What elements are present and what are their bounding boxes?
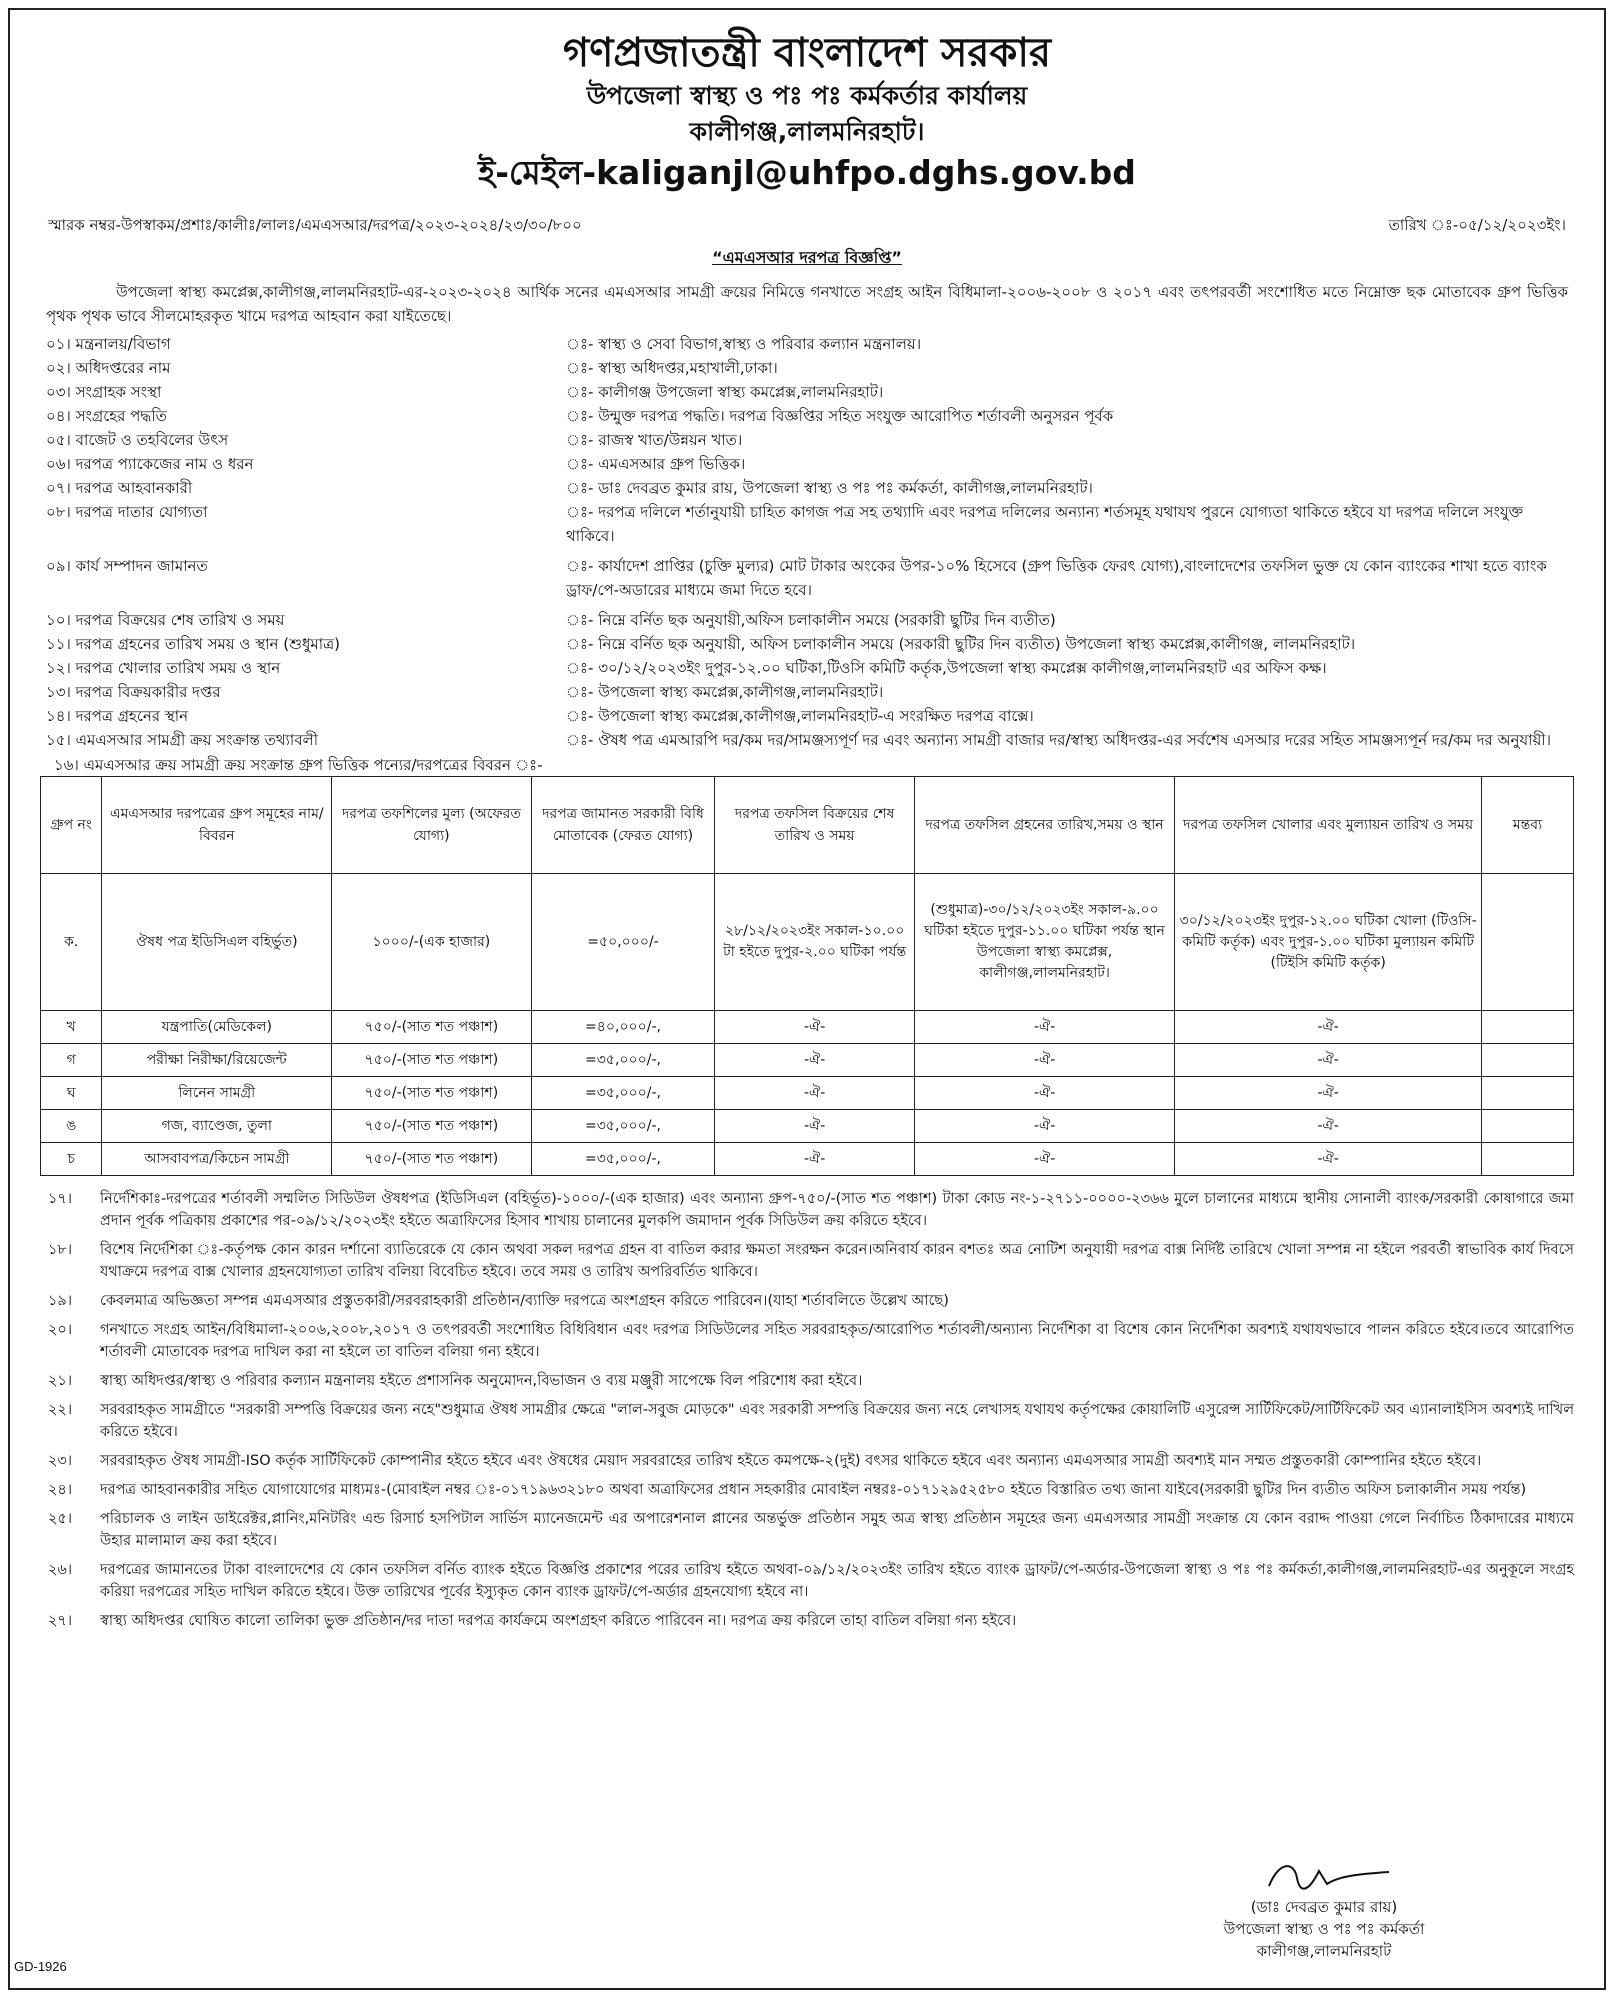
table-row: [41, 1011, 1574, 1044]
cell-price: ৭৫০/-(সাত শত পঞ্চাশ): [332, 1110, 531, 1143]
cell-group-no: চ: [41, 1143, 102, 1176]
cell-remark: [1481, 1143, 1573, 1176]
cell-price: ৭৫০/-(সাত শত পঞ্চাশ): [332, 1077, 531, 1110]
spec-label: ১৩। দরপত্র বিক্রয়কারীর দপ্তর: [46, 683, 221, 701]
note-number: ২২।: [48, 1402, 73, 1418]
spec-value: ঃ- নিম্নে বর্নিত ছক অনুযায়ী, অফিস চলাকালীন সময়ে (সরকারী ছুটির দিন ব্যতীত) উপজেলা স্বাস্থ্য কমপ্লেক্স,কালীগঞ্জ, লালমনিরহাট।: [566, 635, 1356, 653]
header-security-deposit: দরপত্র জামানত সরকারী বিধি মোতাবেক (ফেরত যোগ্য): [531, 777, 715, 874]
spec-label: ১৫। এমএসআর সামগ্রী ক্রয় সংক্রান্ত তথ্যাবলী: [46, 731, 319, 749]
cell-receive: (শুধুমাত্র)-৩০/১২/২০২৩ইং সকাল-৯.০০ ঘটিকা হইতে দুপুর-১১.০০ ঘটিকা পর্যন্ত স্থান উপজেলা স্বাস্থ্য কমপ্লেক্স, কালীগঞ্জ,লালমনিরহাট।: [914, 874, 1175, 1011]
cell-group-name: যন্ত্রপাতি(মেডিকেল): [102, 1011, 332, 1044]
spec-value: ঃ- ৩০/১২/২০২৩ইং দুপুর-১২.০০ ঘটিকা,টিওসি কমিটি কর্তৃক,উপজেলা স্বাস্থ্য কমপ্লেক্স কালীগঞ্জ,লালমনিরহাট এর অফিস কক্ষ।: [566, 659, 1327, 677]
note-number: ২৭।: [48, 1613, 73, 1629]
table-row: [41, 1044, 1574, 1077]
cell-group-name: লিনেন সামগ্রী: [102, 1077, 332, 1110]
office-email: ই-মেইল-kaliganjl@uhfpo.dghs.gov.bd: [478, 153, 1136, 192]
spec-row: [40, 500, 1574, 548]
cell-deposit: =৪০,০০০/-,: [531, 1011, 715, 1044]
signature-block: [1164, 1856, 1484, 1962]
signatory-name: (ডাঃ দেবব্রত কুমার রায়): [1250, 1898, 1398, 1916]
note-number: ২৪।: [48, 1482, 73, 1498]
group-table: [40, 776, 1574, 1176]
cell-price: ১০০০/-(এক হাজার): [332, 874, 531, 1011]
spec-value: ঃ- নিম্নে বর্নিত ছক অনুযায়ী,অফিস চলাকালীন সময়ে (সরকারী ছুটির দিন ব্যতীত): [566, 611, 1056, 629]
cell-price: ৭৫০/-(সাত শত পঞ্চাশ): [332, 1143, 531, 1176]
cell-price: ৭৫০/-(সাত শত পঞ্চাশ): [332, 1011, 531, 1044]
cell-deposit: =৫০,০০০/-: [531, 874, 715, 1011]
instruction-notes: [40, 1188, 1574, 1632]
note-number: ১৭।: [48, 1191, 73, 1207]
header-receive-schedule: দরপত্র তফসিল গ্রহনের তারিখ,সময় ও স্থান: [914, 777, 1175, 874]
note-text: দরপত্র আহবানকারীর সহিত যোগাযোগের মাধ্যমঃ-(মোবাইল নম্বর ঃ-০১৭১৯৬৩২১৮০ অথবা অত্রাফিসের প্রধান সহকারীর মোবাইল নম্বরঃ-০১৭১২৯৫২৫৮০ হইতে বিস্তারিত তথ্য জানা যাইবে(সরকারী ছুটির দিন ব্যতীত অফিস চলাকালীন সময় পর্যন্ত): [100, 1482, 1527, 1498]
spec-row: [40, 332, 1574, 356]
note-number: ২১।: [48, 1373, 73, 1389]
cell-price: ৭৫০/-(সাত শত পঞ্চাশ): [332, 1044, 531, 1077]
spec-label: ০৫। বাজেট ও তহবিলের উৎস: [46, 431, 229, 449]
cell-remark: [1481, 1077, 1573, 1110]
spec-label: ০৬। দরপত্র প্যাকেজের নাম ও ধরন: [46, 455, 254, 473]
notice-title: “এমএসআর দরপত্র বিজ্ঞপ্তি”: [712, 248, 902, 267]
cell-deposit: =৩৫,০০০/-,: [531, 1110, 715, 1143]
spec-value: ঃ- উন্মুক্ত দরপত্র পদ্ধতি। দরপত্র বিজ্ঞপ্তির সহিত সংযুক্ত আরোপিত শর্তাবলী অনুসরন পূর্বক: [566, 407, 1114, 425]
spec-row: [40, 476, 1574, 500]
cell-receive: -ঐ-: [914, 1044, 1175, 1077]
cell-deposit: =৩৫,০০০/-,: [531, 1077, 715, 1110]
note-text: সরবরাহকৃত ঔষধ সামগ্রী-ISO কর্তৃক সার্টিফিকেট কোম্পানীর হইতে হইবে এবং ঔষধের মেয়াদ সরবরাহের তারিখ হইতে কমপক্ষে-২(দুই) বৎসর থাকিতে হইবে এবং অন্যান্য এমএসআর সামগ্রী অবশ্যই মান সম্মত প্রস্তুতকারী কোম্পানির হইতে হইবে।: [100, 1453, 1482, 1469]
header-remarks: মন্তব্য: [1481, 777, 1573, 874]
note-number: ১৮।: [48, 1242, 73, 1258]
table-header-row: [41, 777, 1574, 874]
cell-open: -ঐ-: [1175, 1143, 1482, 1176]
spec-row: [40, 356, 1574, 380]
spec-value: ঃ- স্বাস্থ্য অধিদপ্তর,মহাখালী,ঢাকা।: [566, 359, 778, 377]
cell-receive: -ঐ-: [914, 1011, 1175, 1044]
spec-label: ০৩। সংগ্রাহক সংস্থা: [46, 383, 162, 401]
cell-remark: [1481, 1044, 1573, 1077]
spec-row: [40, 680, 1574, 704]
notice-page: [8, 8, 1606, 1990]
note-item: [40, 1370, 1574, 1392]
note-number: ২০।: [48, 1322, 73, 1338]
cell-receive: -ঐ-: [914, 1077, 1175, 1110]
note-item: [40, 1399, 1574, 1443]
note-text: সরবরাহকৃত সামগ্রীতে "সরকারী সম্পত্তি বিক্রয়ের জন্য নহে"শুধুমাত্র ঔষধ সামগ্রীর ক্ষেত্রে "লাল-সবুজ মোড়কে" এবং সরকারী সম্পত্তি বিক্রয়ের জন্য নহে লেখাসহ যথাযথ কর্তৃপক্ষের কোয়ালিটি এসুরেন্স সার্টিফিকেট/সার্টিফিকেট অব এ্যানালাইসিস অবশ্যই দাখিল করিতে হইবে।: [100, 1402, 1574, 1440]
note-item: [40, 1450, 1574, 1472]
footer-code: GD-1926: [14, 1959, 67, 1974]
spec-row: [40, 554, 1574, 602]
cell-remark: [1481, 1110, 1573, 1143]
government-title: গণপ্রজাতন্ত্রী বাংলাদেশ সরকার: [563, 30, 1051, 76]
header-group-no: গ্রুপ নং: [41, 777, 102, 874]
note-number: ২৩।: [48, 1453, 73, 1469]
cell-group-name: আসবাবপত্র/কিচেন সামগ্রী: [102, 1143, 332, 1176]
spec-value: ঃ- উপজেলা স্বাস্থ্য কমপ্লেক্স,কালীগঞ্জ,লালমনিরহাট।: [566, 683, 884, 701]
cell-sale: -ঐ-: [715, 1143, 914, 1176]
spec-value: ঃ- দরপত্র দলিলে শর্তানুযায়ী চাহিত কাগজ পত্র সহ তথ্যাদি এবং দরপত্র দলিলের অন্যান্য শর্তসমূহ যথাযথ পুরনে যোগ্যতা থাকিতে হইবে যা দরপত্র দলিলে সংযুক্ত থাকিবে।: [566, 503, 1524, 545]
cell-sale: ২৮/১২/২০২৩ইং সকাল-১০.০০ টা হইতে দুপুর-২.০০ ঘটিকা পর্যন্ত: [715, 874, 914, 1011]
cell-remark: [1481, 874, 1573, 1011]
cell-sale: -ঐ-: [715, 1044, 914, 1077]
spec-value: ঃ- উপজেলা স্বাস্থ্য কমপ্লেক্স,কালীগঞ্জ,লালমনিরহাট-এ সংরক্ষিত দরপত্র বাক্সে।: [566, 707, 1034, 725]
memo-line: [40, 214, 1574, 239]
cell-sale: -ঐ-: [715, 1110, 914, 1143]
spec-row: [40, 404, 1574, 428]
cell-group-name: পরীক্ষা নিরীক্ষা/রিয়েজেন্ট: [102, 1044, 332, 1077]
issue-date: তারিখ ঃ-০৫/১২/২০২৩ইং।: [1388, 216, 1566, 234]
spec-value: ঃ- ঔষধ পত্র এমআরপি দর/কম দর/সামঞ্জস্যপূর্ণ দর এবং অন্যান্য সামগ্রী বাজার দর/স্বাস্থ্য অধিদপ্তর-এর সর্বশেষ এসআর দরের সহিত সামঞ্জস্যপূর্ন দর/কম দর অনুযায়ী।: [566, 731, 1551, 749]
spec-value: ঃ- কালীগঞ্জ উপজেলা স্বাস্থ্য কমপ্লেক্স,লালমনিরহাট।: [566, 383, 884, 401]
note-item: [40, 1319, 1574, 1363]
spec-label: ০৯। কার্য সম্পাদন জামানত: [46, 557, 208, 575]
cell-group-name: গজ, ব্যাণ্ডেজ, তুলা: [102, 1110, 332, 1143]
cell-open: ৩০/১২/২০২৩ইং দুপুর-১২.০০ ঘটিকা খোলা (টিওসি-কমিটি কর্তৃক) এবং দুপুর-১.০০ ঘটিকা মুল্যায়ন কমিটি (টিইসি কমিটি কর্তৃক): [1175, 874, 1482, 1011]
spec-label: ০৮। দরপত্র দাতার যোগ্যতা: [46, 503, 208, 521]
intro-paragraph: উপজেলা স্বাস্থ্য কমপ্লেক্স,কালীগঞ্জ,লালমনিরহাট-এর-২০২৩-২০২৪ আর্থিক সনের এমএসআর সামগ্রী ক্রয়ের নিমিত্তে গনখাতে সংগ্রহ আইন বিধিমালা-২০০৬-২০০৮ ও ২০১৭ এবং তৎপরবর্তী সংশোধিত মতে নিম্নোক্ত ছক মোতাবেক গ্রুপ ভিত্তিক পৃথক পৃথক ভাবে সীলমোহরকৃত খামে দরপত্র আহবান করা যাইতেছে।: [46, 283, 1568, 325]
note-item: [40, 1239, 1574, 1283]
note-text: নির্দেশিকাঃ-দরপত্রের শর্তাবলী সম্মলিত সিডিউল ঔষধপত্র (ইডিসিএল (বহির্ভূত)-১০০০/-(এক হাজার) এবং অন্যান্য গ্রুপ-৭৫০/-(সাত শত পঞ্চাশ) টাকা কোড নং-১-২৭১১-০০০০-২৩৬৬ মুলে চালানের মাধ্যমে স্থানীয় সোনালী ব্যাংক/সরকারী কোষাগারে জমা প্রদান পূর্বক পত্রিকায় প্রকাশের পর-০৯/১২/২০২৩ইং হইতে অত্রাফিসের হিসাব শাখায় চালানের মুলকপি জমাদান পূর্বক সিডিউল ক্রয় করিতে হইবে।: [100, 1191, 1574, 1229]
spec-row: [40, 656, 1574, 680]
letterhead: [40, 28, 1574, 196]
spec-row: [40, 632, 1574, 656]
office-name: উপজেলা স্বাস্থ্য ও পঃ পঃ কর্মকর্তার কার্যালয়: [586, 81, 1028, 110]
cell-receive: -ঐ-: [914, 1110, 1175, 1143]
table-row: [41, 1143, 1574, 1176]
note-item: [40, 1290, 1574, 1312]
spec-label: ১০। দরপত্র বিক্রয়ের শেষ তারিখ ও সময়: [46, 611, 285, 629]
signatory-place: কালীগঞ্জ,লালমনিরহাট: [1256, 1942, 1392, 1960]
note-item: [40, 1610, 1574, 1632]
cell-group-no: খ: [41, 1011, 102, 1044]
note-text: স্বাস্থ্য অধিদপ্তর/স্বাস্থ্য ও পরিবার কল্যান মন্ত্রনালয় হইতে প্রশাসনিক অনুমোদন,বিভাজন ও ব্যয় মঞ্জুরী সাপেক্ষে বিল পরিশোধ করা হইবে।: [100, 1373, 863, 1389]
cell-group-no: ক.: [41, 874, 102, 1011]
header-group-name: এমএসআর দরপত্রের গ্রুপ সমূহের নাম/বিবরন: [102, 777, 332, 874]
cell-group-no: ঘ: [41, 1077, 102, 1110]
note-item: [40, 1508, 1574, 1552]
cell-receive: -ঐ-: [914, 1143, 1175, 1176]
note-text: গনখাতে সংগ্রহ আইন/বিধিমালা-২০০৬,২০০৮,২০১৭ ও তৎপরবর্তী সংশোধিত বিধিবিধান এবং দরপত্র সিডিউলের সহিত সরবরাহকৃত/আরোপিত শর্তাবলী/অন্যান্য নির্দেশিকা বা বিশেষ কোন নির্দেশিকা অবশ্যই যথাযথভাবে পালন করিতে হইবে।তবে আরোপিত শর্তাবলী মোতাবেক দরপত্র দাখিল করা না হইলে তা বাতিল বলিয়া গন্য হইবে।: [100, 1322, 1574, 1360]
spec-row: [40, 452, 1574, 476]
spec-row: [40, 428, 1574, 452]
spec-value: ঃ- ডাঃ দেবব্রত কুমার রায়, উপজেলা স্বাস্থ্য ও পঃ পঃ কর্মকর্তা, কালীগঞ্জ,লালমনিরহাট।: [566, 479, 1093, 497]
memo-number: স্মারক নম্বর-উপস্বাকম/প্রশাঃ/কালীঃ/লালঃ/এমএসআর/দরপত্র/২০২৩-২০২৪/২৩/৩০/৮০০: [48, 216, 582, 234]
signature-scribble: [1249, 1856, 1399, 1896]
cell-group-name: ঔষধ পত্র ইডিসিএল বহির্ভুত): [102, 874, 332, 1011]
cell-open: -ঐ-: [1175, 1044, 1482, 1077]
cell-open: -ঐ-: [1175, 1011, 1482, 1044]
spec-label: ০১। মন্ত্রনালয়/বিভাগ: [46, 335, 171, 353]
table-row: [41, 1110, 1574, 1143]
note-text: বিশেষ নির্দেশিকা ঃ-কর্তৃপক্ষ কোন কারন দর্শানো ব্যাতিরেকে যে কোন অথবা সকল দরপত্র গ্রহন বা বাতিল করার ক্ষমতা সংরক্ষন করেন।অনিবার্য কারন বশতঃ অত্র নোটিশ অনুযায়ী দরপত্র বাক্স নির্দিষ্ট তারিখে খোলা সম্পন্ন না হইলে পরবর্তী স্বাভাবিক কার্য দিবসে যথাক্রমে দরপত্র বাক্স খোলার গ্রহনযোগ্যতা তারিখ বলিয়া বিবেচিত হইবে। তবে সময় ও তারিখ অপরিবর্তিত থাকিবে।: [100, 1242, 1574, 1280]
cell-sale: -ঐ-: [715, 1011, 914, 1044]
table-row: [41, 1077, 1574, 1110]
note-number: ২৫।: [48, 1511, 73, 1527]
spec-row: [40, 704, 1574, 728]
spec-label: ১২। দরপত্র খোলার তারিখ সময় ও স্থান: [46, 659, 281, 677]
spec-label: ০৭। দরপত্র আহবানকারী: [46, 479, 193, 497]
header-sale-deadline: দরপত্র তফসিল বিক্রয়ের শেষ তারিখ ও সময়: [715, 777, 914, 874]
signatory-designation: উপজেলা স্বাস্থ্য ও পঃ পঃ কর্মকর্তা: [1223, 1920, 1425, 1938]
cell-group-no: ঙ: [41, 1110, 102, 1143]
note-text: কেবলমাত্র অভিজ্ঞতা সম্পন্ন এমএসআর প্রস্তুতকারী/সরবরাহকারী প্রতিষ্ঠান/ব্যাক্তি দরপত্রে অংশগ্রহন করিতে পারিবেন।(যাহা শর্তাবলিতে উল্লেখ আছে): [100, 1293, 949, 1309]
cell-remark: [1481, 1011, 1573, 1044]
note-item: [40, 1559, 1574, 1603]
note-text: দরপত্রের জামানতের টাকা বাংলাদেশের যে কোন তফসিল বর্নিত ব্যাংক হইতে বিজ্ঞপ্তি প্রকাশের পরের তারিখ হইতে অথবা-০৯/১২/২০২৩ইং তারিখ হইতে ব্যাংক ড্রাফট/পে-অর্ডার-উপজেলা স্বাস্থ্য ও পঃ পঃ কর্মকর্তা,কালীগঞ্জ,লালমনিরহাট-এর অনুকূলে সংগ্রহ করিয়া দরপত্রের সহিত দাখিল করিতে হইবে। উক্ত তারিখের পূর্বের ইস্যুকৃত কোন ব্যাংক ড্রাফট/পে-অর্ডার গ্রহনযোগ্য হইবে না।: [100, 1562, 1574, 1600]
header-opening-schedule: দরপত্র তফসিল খোলার এবং মুল্যায়ন তারিখ ও সময়: [1175, 777, 1482, 874]
spec-value: ঃ- কার্যাদেশ প্রাপ্তির (চুক্তি মুল্যর) মোট টাকার অংকের উপর-১০% হিসেবে (গ্রুপ ভিত্তিক ফেরৎ যোগ্য),বাংলাদেশের তফসিল ভুক্ত যে কোন ব্যাংকের শাখা হতে ব্যাংক ড্রাফ/পে-অডারের মাধ্যমে জমা দিতে হবে।: [566, 557, 1547, 599]
tender-specs: [40, 332, 1574, 752]
cell-deposit: =৩৫,০০০/-,: [531, 1044, 715, 1077]
spec-row: [40, 380, 1574, 404]
cell-sale: -ঐ-: [715, 1077, 914, 1110]
note-item: [40, 1479, 1574, 1501]
cell-open: -ঐ-: [1175, 1110, 1482, 1143]
spec-label: ১৪। দরপত্র গ্রহনের স্থান: [46, 707, 189, 725]
office-location: কালীগঞ্জ,লালমনিরহাট।: [689, 117, 925, 146]
cell-open: -ঐ-: [1175, 1077, 1482, 1110]
note-number: ২৬।: [48, 1562, 73, 1578]
spec-label: ০২। অধিদপ্তরের নাম: [46, 359, 171, 377]
spec-label: ০৪। সংগ্রহের পদ্ধতি: [46, 407, 167, 425]
note-number: ১৯।: [48, 1293, 73, 1309]
spec-value: ঃ- স্বাস্থ্য ও সেবা বিভাগ,স্বাস্থ্য ও পরিবার কল্যান মন্ত্রনালয়।: [566, 335, 922, 353]
spec-row: [40, 608, 1574, 632]
note-text: পরিচালক ও লাইন ডাইরেক্টর,প্লানিং,মনিটরিং এন্ড রিসার্চ হসপিটাল সার্ভিস ম্যানেজমেন্ট এর অপারেশনাল প্লানের অন্তর্ভুক্ত প্রতিষ্ঠান সমুহ অত্র স্বাস্থ্য প্রতিষ্ঠান সমূহের জন্য এমএসআর সামগ্রী সংক্রান্ত যে কোন বরাদ্দ পাওয়া গেলে নির্বাচিত ঠিকাদারের মাধ্যমে উহার মালামাল ক্রয় করা হইবে।: [100, 1511, 1574, 1549]
header-schedule-price: দরপত্র তফশিলের মুল্য (অফেরত যোগ্য): [332, 777, 531, 874]
table-caption: ১৬। এমএসআর ক্রয় সামগ্রী ক্রয় সংক্রান্ত গ্রুপ ভিত্তিক পন্যের/দরপত্রের বিবরন ঃ-: [54, 756, 543, 774]
spec-value: ঃ- এমএসআর গ্রুপ ভিত্তিক।: [566, 455, 746, 473]
table-row: [41, 874, 1574, 1011]
cell-group-no: গ: [41, 1044, 102, 1077]
spec-label: ১১। দরপত্র গ্রহনের তারিখ সময় ও স্থান (শুধুমাত্র): [46, 635, 340, 653]
spec-row: [40, 728, 1574, 752]
spec-value: ঃ- রাজস্ব খাত/উন্নয়ন খাত।: [566, 431, 743, 449]
note-text: স্বাস্থ্য অধিদপ্তর ঘোষিত কালো তালিকা ভুক্ত প্রতিষ্ঠান/দর দাতা দরপত্র কার্যক্রমে অংশগ্রহণ করিতে পারিবেন না। দরপত্র ক্রয় করিলে তাহা বাতিল বলিয়া গন্য হইবে।: [100, 1613, 1017, 1629]
note-item: [40, 1188, 1574, 1232]
cell-deposit: =৩৫,০০০/-,: [531, 1143, 715, 1176]
